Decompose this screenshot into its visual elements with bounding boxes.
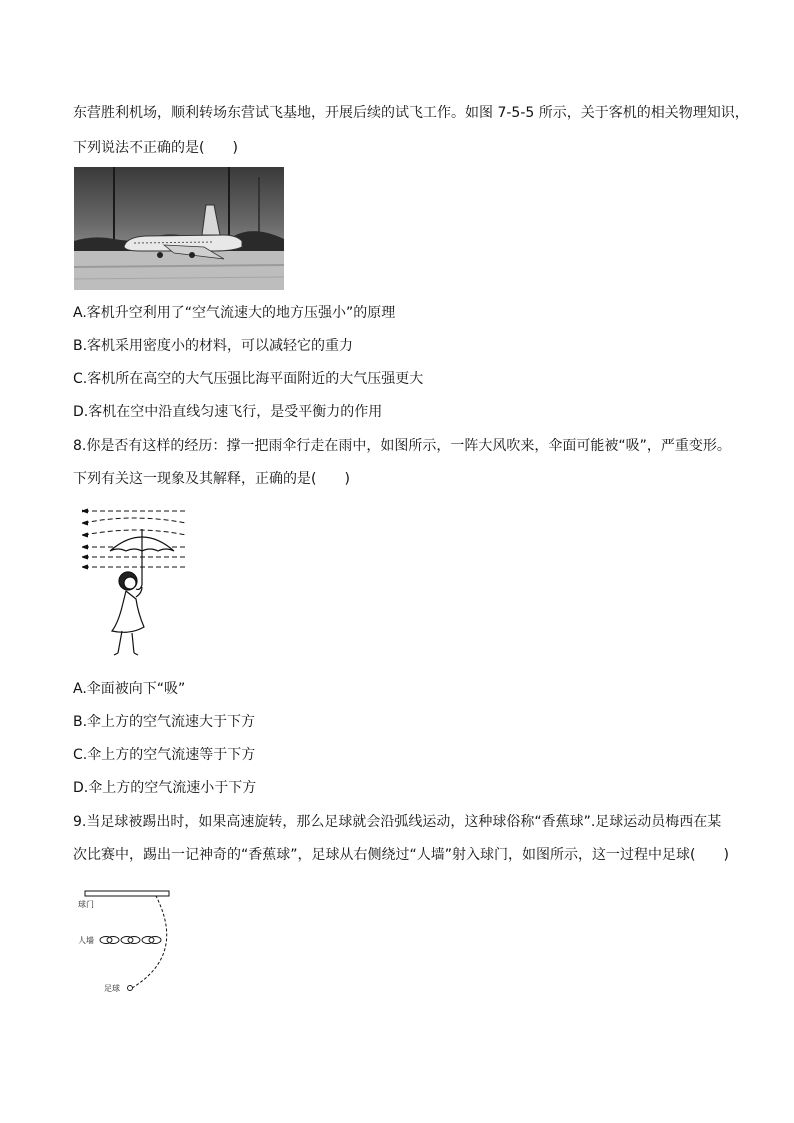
ball-label: 足球 xyxy=(104,984,120,993)
banana-kick-figure xyxy=(74,885,184,995)
q9-stem-line1: 9.当足球被踢出时，如果高速旋转，那么足球就会沿弧线运动，这种球俗称“香蕉球”.足球运动员梅西在某 xyxy=(73,814,722,830)
goal-bar xyxy=(85,891,169,896)
q8-option-b: B.伞上方的空气流速大于下方 xyxy=(73,714,256,730)
football-icon xyxy=(128,986,133,991)
q9-stem-line2: 次比赛中，踢出一记神奇的“香蕉球”，足球从右侧绕过“人墙”射入球门，如图所示，这一过程中足球( ) xyxy=(73,847,729,863)
airplane-photo xyxy=(74,167,284,290)
girl-icon xyxy=(112,572,144,655)
ball-trajectory xyxy=(132,896,167,988)
q8-stem-line2: 下列有关这一现象及其解释，正确的是( ) xyxy=(73,471,350,487)
q7-option-b: B.客机采用密度小的材料，可以减轻它的重力 xyxy=(73,338,354,354)
q7-stem-line2: 下列说法不正确的是( ) xyxy=(73,140,238,156)
q7-option-d: D.客机在空中沿直线匀速飞行，是受平衡力的作用 xyxy=(73,404,383,420)
q8-stem-line1: 8.你是否有这样的经历：撑一把雨伞行走在雨中，如图所示，一阵大风吹来，伞面可能被“吸”，严重变形。 xyxy=(73,438,731,454)
q7-stem-line1: 东营胜利机场，顺利转场东营试飞基地，开展后续的试飞工作。如图 7-5-5 所示，关于客机的相关物理知识， xyxy=(73,105,749,121)
q8-option-a: A.伞面被向下“吸” xyxy=(73,681,186,697)
wall-label: 人墙 xyxy=(78,936,94,945)
goal-label: 球门 xyxy=(78,900,94,909)
q7-option-a: A.客机升空利用了“空气流速大的地方压强小”的原理 xyxy=(73,305,396,321)
q8-option-d: D.伞上方的空气流速小于下方 xyxy=(73,780,257,796)
q8-option-c: C.伞上方的空气流速等于下方 xyxy=(73,747,256,763)
q7-option-c: C.客机所在高空的大气压强比海平面附近的大气压强更大 xyxy=(73,371,424,387)
umbrella-figure xyxy=(82,505,194,661)
human-wall-icon xyxy=(100,937,161,944)
